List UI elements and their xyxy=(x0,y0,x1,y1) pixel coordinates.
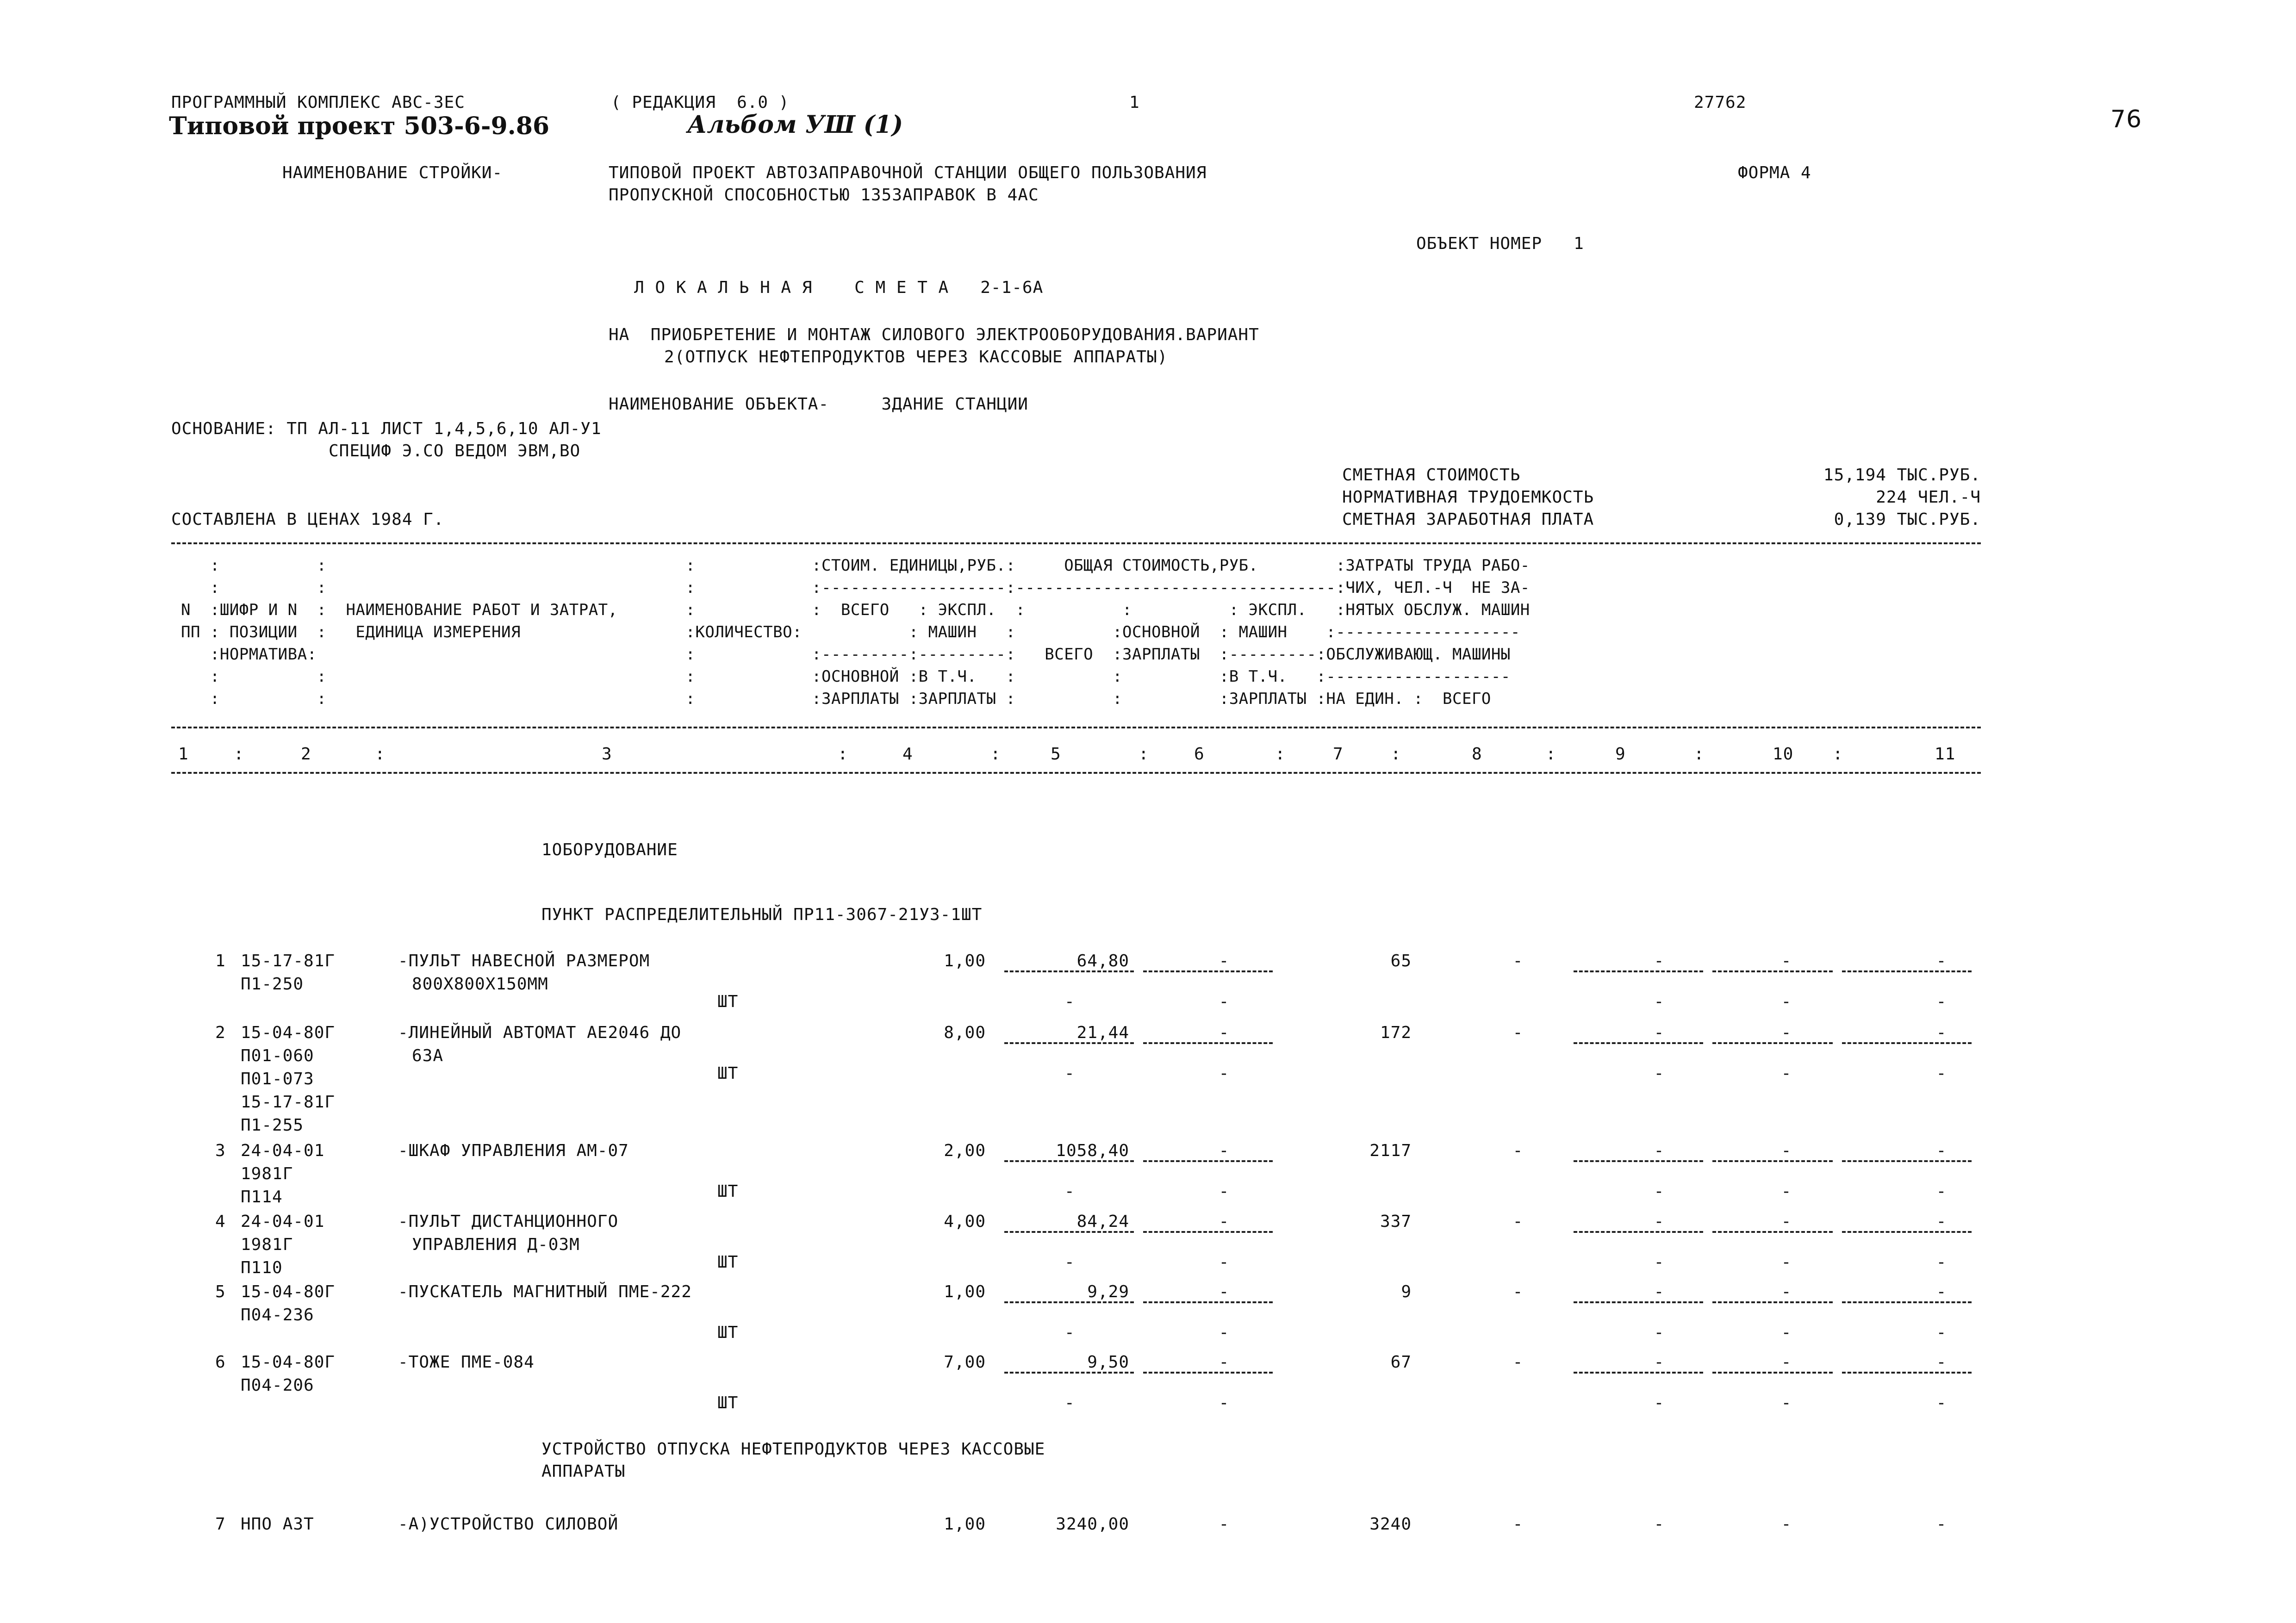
row-code: 15-17-81Г xyxy=(241,951,336,970)
row-name: 800Х800Х150ММ xyxy=(412,975,548,994)
row-name: -ПУЛЬТ НАВЕСНОЙ РАЗМЕРОМ xyxy=(398,951,650,970)
row-unit: ШТ xyxy=(717,1323,739,1342)
row-labor-per-unit: - xyxy=(1781,951,1792,970)
section-equipment: 1ОБОРУДОВАНИЕ xyxy=(541,840,678,859)
column-number: : xyxy=(1833,745,1843,764)
row-total-cost: 3240 xyxy=(1369,1515,1412,1534)
unit-cost-divider xyxy=(1004,1372,1134,1374)
row-labor-per-unit: - xyxy=(1781,1023,1792,1042)
cost-label: СМЕТНАЯ СТОИМОСТЬ xyxy=(1342,466,1521,485)
row-total-machines: - xyxy=(1654,1515,1665,1534)
row-total-wage: - xyxy=(1512,1023,1524,1042)
machines-divider xyxy=(1574,1372,1703,1374)
handwritten-project-code: Типовой проект 503-6-9.86 xyxy=(169,112,550,140)
row-unit-cost: 3240,00 xyxy=(1056,1515,1129,1534)
column-number: : xyxy=(234,745,244,764)
serving-total-value: - xyxy=(1936,1064,1947,1083)
machines-divider xyxy=(1574,970,1703,972)
unit-machine-wage-value: - xyxy=(1219,1253,1230,1272)
row-number: 5 xyxy=(215,1282,226,1301)
machines-divider xyxy=(1574,1042,1703,1044)
unit-machine-wage-value: - xyxy=(1219,1182,1230,1201)
row-name: УПРАВЛЕНИЯ Д-03М xyxy=(412,1235,580,1254)
machine-wage-value: - xyxy=(1654,992,1665,1011)
row-code: НПО АЗТ xyxy=(241,1515,314,1534)
row-unit-machines: - xyxy=(1219,951,1230,970)
row-total-wage: - xyxy=(1512,1353,1524,1372)
row-code: П114 xyxy=(241,1188,283,1206)
object-name: НАИМЕНОВАНИЕ ОБЪЕКТА- ЗДАНИЕ СТАНЦИИ xyxy=(609,395,1028,414)
row-unit: ШТ xyxy=(717,1064,739,1083)
serving-total-value: - xyxy=(1936,1393,1947,1412)
unit-wage-value: - xyxy=(1064,1182,1075,1201)
column-numbers-rule xyxy=(171,772,1981,774)
row-code: 15-04-80Г xyxy=(241,1023,336,1042)
row-code: 1981Г xyxy=(241,1235,293,1254)
column-number: : xyxy=(1275,745,1286,764)
row-number: 6 xyxy=(215,1353,226,1372)
unit-wage-value: - xyxy=(1064,992,1075,1011)
row-unit-machines: - xyxy=(1219,1212,1230,1231)
row-code: П1-255 xyxy=(241,1116,304,1135)
column-number: 11 xyxy=(1935,745,1956,764)
row-quantity: 8,00 xyxy=(944,1023,986,1042)
column-number: 10 xyxy=(1773,745,1794,764)
edition: ( РЕДАКЦИЯ 6.0 ) xyxy=(611,93,790,112)
basis-line1: ОСНОВАНИЕ: ТП АЛ-11 ЛИСТ 1,4,5,6,10 АЛ-У1 xyxy=(171,419,602,438)
machines-divider xyxy=(1574,1160,1703,1162)
table-head-row5: :НОРМАТИВА: : :---------:---------: ВСЕГО :ЗАРПЛАТЫ :---------:ОБСЛУЖИВАЮЩ. МАШИНЫ xyxy=(171,645,1511,664)
table-head-row3: N :ШИФР И N : НАИМЕНОВАНИЕ РАБОТ И ЗАТРАТ, : : ВСЕГО : ЭКСПЛ. : : : ЭКСПЛ. :НЯТЫХ ОБСЛУЖ. МАШИН xyxy=(171,601,1530,619)
row-total-cost: 67 xyxy=(1390,1353,1412,1372)
row-code: 15-04-80Г xyxy=(241,1282,336,1301)
estimate-subject-line2: 2(ОТПУСК НЕФТЕПРОДУКТОВ ЧЕРЕЗ КАССОВЫЕ АППАРАТЫ) xyxy=(664,348,1168,367)
machines-divider xyxy=(1574,1231,1703,1233)
serving-unit-value: - xyxy=(1781,1323,1792,1342)
row-labor-total: - xyxy=(1936,1141,1947,1160)
row-number: 2 xyxy=(215,1023,226,1042)
row-code: 24-04-01 xyxy=(241,1141,325,1160)
row-name: -ПУСКАТЕЛЬ МАГНИТНЫЙ ПМЕ-222 xyxy=(398,1282,692,1301)
row-total-wage: - xyxy=(1512,1515,1524,1534)
row-quantity: 4,00 xyxy=(944,1212,986,1231)
row-unit: ШТ xyxy=(717,1253,739,1272)
row-total-machines: - xyxy=(1654,1141,1665,1160)
column-number: : xyxy=(1139,745,1149,764)
row-quantity: 7,00 xyxy=(944,1353,986,1372)
row-code: 15-17-81Г xyxy=(241,1093,336,1112)
unit-wage-value: - xyxy=(1064,1323,1075,1342)
row-number: 7 xyxy=(215,1515,226,1534)
serving-unit-value: - xyxy=(1781,992,1792,1011)
serving-total-value: - xyxy=(1936,1182,1947,1201)
document-number: 27762 xyxy=(1694,93,1747,112)
row-number: 1 xyxy=(215,951,226,970)
row-total-machines: - xyxy=(1654,951,1665,970)
price-level: СОСТАВЛЕНА В ЦЕНАХ 1984 Г. xyxy=(171,510,444,529)
column-number: : xyxy=(990,745,1001,764)
unit-machine-wage-value: - xyxy=(1219,1393,1230,1412)
labor-unit-divider xyxy=(1712,1042,1833,1044)
row-total-wage: - xyxy=(1512,1282,1524,1301)
row-total-cost: 65 xyxy=(1390,951,1412,970)
table-head-row1: : : : :СТОИМ. ЕДИНИЦЫ,РУБ.: ОБЩАЯ СТОИМОСТЬ,РУБ. :ЗАТРАТЫ ТРУДА РАБО- xyxy=(171,556,1530,575)
column-number: 6 xyxy=(1194,745,1205,764)
labor-unit-divider xyxy=(1712,1372,1833,1374)
unit-machines-divider xyxy=(1143,1301,1273,1303)
row-total-machines: - xyxy=(1654,1282,1665,1301)
row-labor-per-unit: - xyxy=(1781,1282,1792,1301)
program-name: ПРОГРАММНЫЙ КОМПЛЕКС АВС-3ЕС xyxy=(171,93,465,112)
row-labor-total: - xyxy=(1936,1212,1947,1231)
labor-total-divider xyxy=(1842,1160,1972,1162)
wage-label: СМЕТНАЯ ЗАРАБОТНАЯ ПЛАТА xyxy=(1342,510,1594,529)
unit-wage-value: - xyxy=(1064,1253,1075,1272)
row-labor-total: - xyxy=(1936,951,1947,970)
row-unit-cost: 9,50 xyxy=(1087,1353,1129,1372)
labor-unit-divider xyxy=(1712,1231,1833,1233)
object-number: ОБЪЕКТ НОМЕР 1 xyxy=(1416,234,1584,253)
serving-total-value: - xyxy=(1936,1323,1947,1342)
table-head-rule xyxy=(171,727,1981,728)
row-labor-total: - xyxy=(1936,1023,1947,1042)
column-number: 2 xyxy=(301,745,311,764)
row-unit: ШТ xyxy=(717,1182,739,1201)
serving-unit-value: - xyxy=(1781,1064,1792,1083)
machine-wage-value: - xyxy=(1654,1323,1665,1342)
row-code: 15-04-80Г xyxy=(241,1353,336,1372)
row-name: -ПУЛЬТ ДИСТАНЦИОННОГО xyxy=(398,1212,619,1231)
group-distribution-point: ПУНКТ РАСПРЕДЕЛИТЕЛЬНЫЙ ПР11-3067-21У3-1ШТ xyxy=(541,905,983,924)
labor-total-divider xyxy=(1842,1231,1972,1233)
serving-total-value: - xyxy=(1936,1253,1947,1272)
row-code: 24-04-01 xyxy=(241,1212,325,1231)
row-labor-per-unit: - xyxy=(1781,1141,1792,1160)
row-total-wage: - xyxy=(1512,1212,1524,1231)
unit-cost-divider xyxy=(1004,970,1134,972)
cost-value: 15,194 ТЫС.РУБ. xyxy=(1823,466,1981,485)
row-unit-machines: - xyxy=(1219,1515,1230,1534)
row-unit-machines: - xyxy=(1219,1282,1230,1301)
labor-label: НОРМАТИВНАЯ ТРУДОЕМКОСТЬ xyxy=(1342,488,1594,507)
machine-wage-value: - xyxy=(1654,1393,1665,1412)
labor-unit-divider xyxy=(1712,1301,1833,1303)
column-number: 1 xyxy=(178,745,189,764)
unit-cost-divider xyxy=(1004,1301,1134,1303)
row-number: 3 xyxy=(215,1141,226,1160)
form-label: ФОРМА 4 xyxy=(1738,163,1811,182)
unit-machine-wage-value: - xyxy=(1219,992,1230,1011)
row-unit-cost: 64,80 xyxy=(1076,951,1129,970)
row-unit-machines: - xyxy=(1219,1023,1230,1042)
row-total-cost: 9 xyxy=(1401,1282,1412,1301)
column-number: 9 xyxy=(1615,745,1626,764)
sheet-number: 76 xyxy=(2110,106,2142,133)
row-unit: ШТ xyxy=(717,992,739,1011)
row-quantity: 1,00 xyxy=(944,1515,986,1534)
table-top-rule xyxy=(171,542,1981,544)
row-total-machines: - xyxy=(1654,1212,1665,1231)
unit-machines-divider xyxy=(1143,1372,1273,1374)
column-number: 3 xyxy=(602,745,612,764)
row-labor-total: - xyxy=(1936,1282,1947,1301)
site-label: НАИМЕНОВАНИЕ СТРОЙКИ- xyxy=(282,163,503,182)
row-quantity: 1,00 xyxy=(944,1282,986,1301)
column-number: : xyxy=(838,745,848,764)
row-total-cost: 2117 xyxy=(1369,1141,1412,1160)
table-head-row6: : : : :ОСНОВНОЙ :В Т.Ч. : : :В Т.Ч. :------------------- xyxy=(171,667,1511,686)
labor-total-divider xyxy=(1842,1042,1972,1044)
document-title: Л О К А Л Ь Н А Я С М Е Т А 2-1-6А xyxy=(634,278,1044,297)
site-name-line2: ПРОПУСКНОЙ СПОСОБНОСТЬЮ 135ЗАПРАВОК В 4АС xyxy=(609,186,1039,205)
unit-wage-value: - xyxy=(1064,1393,1075,1412)
row-code: 1981Г xyxy=(241,1164,293,1183)
row-labor-total: - xyxy=(1936,1515,1947,1534)
row-total-machines: - xyxy=(1654,1023,1665,1042)
column-number: : xyxy=(1694,745,1705,764)
row-total-wage: - xyxy=(1512,1141,1524,1160)
labor-unit-divider xyxy=(1712,1160,1833,1162)
row-unit-cost: 9,29 xyxy=(1087,1282,1129,1301)
labor-total-divider xyxy=(1842,1372,1972,1374)
handwritten-album: Альбом УШ (1) xyxy=(687,111,903,139)
unit-machines-divider xyxy=(1143,1042,1273,1044)
wage-value: 0,139 ТЫС.РУБ. xyxy=(1834,510,1981,529)
row-name: 63А xyxy=(412,1046,444,1065)
row-unit-cost: 84,24 xyxy=(1076,1212,1129,1231)
row-labor-per-unit: - xyxy=(1781,1212,1792,1231)
row-labor-per-unit: - xyxy=(1781,1515,1792,1534)
row-code: П01-060 xyxy=(241,1046,314,1065)
row-labor-per-unit: - xyxy=(1781,1353,1792,1372)
row-name: -ШКАФ УПРАВЛЕНИЯ АМ-07 xyxy=(398,1141,629,1160)
row-unit-machines: - xyxy=(1219,1141,1230,1160)
table-head-row2: : : : :-------------------:---------------------------------:ЧИХ, ЧЕЛ.-Ч НЕ ЗА- xyxy=(171,578,1530,597)
serving-unit-value: - xyxy=(1781,1182,1792,1201)
row-unit-machines: - xyxy=(1219,1353,1230,1372)
row-unit: ШТ xyxy=(717,1393,739,1412)
column-number: : xyxy=(1391,745,1401,764)
row-labor-total: - xyxy=(1936,1353,1947,1372)
unit-machines-divider xyxy=(1143,1160,1273,1162)
row-code: П110 xyxy=(241,1258,283,1277)
column-number: 8 xyxy=(1472,745,1482,764)
row-number: 4 xyxy=(215,1212,226,1231)
row-unit-cost: 1058,40 xyxy=(1056,1141,1129,1160)
row-total-wage: - xyxy=(1512,951,1524,970)
serving-unit-value: - xyxy=(1781,1253,1792,1272)
column-number: : xyxy=(375,745,386,764)
serving-total-value: - xyxy=(1936,992,1947,1011)
unit-machine-wage-value: - xyxy=(1219,1323,1230,1342)
row-code: П01-073 xyxy=(241,1070,314,1088)
row-name: -ТОЖЕ ПМЕ-084 xyxy=(398,1353,535,1372)
group-cash-dispensing-line1: УСТРОЙСТВО ОТПУСКА НЕФТЕПРОДУКТОВ ЧЕРЕЗ КАССОВЫЕ xyxy=(541,1440,1045,1459)
row-quantity: 1,00 xyxy=(944,951,986,970)
labor-value: 224 ЧЕЛ.-Ч xyxy=(1876,488,1981,507)
row-total-machines: - xyxy=(1654,1353,1665,1372)
row-name: -ЛИНЕЙНЫЙ АВТОМАТ АЕ2046 ДО xyxy=(398,1023,682,1042)
unit-machines-divider xyxy=(1143,970,1273,972)
labor-total-divider xyxy=(1842,970,1972,972)
column-number: 7 xyxy=(1333,745,1344,764)
row-code: П04-206 xyxy=(241,1376,314,1395)
table-head-row7: : : : :ЗАРПЛАТЫ :ЗАРПЛАТЫ : : :ЗАРПЛАТЫ :НА ЕДИН. : ВСЕГО xyxy=(171,690,1491,708)
unit-cost-divider xyxy=(1004,1042,1134,1044)
site-name-line1: ТИПОВОЙ ПРОЕКТ АВТОЗАПРАВОЧНОЙ СТАНЦИИ ОБЩЕГО ПОЛЬЗОВАНИЯ xyxy=(609,163,1207,182)
labor-total-divider xyxy=(1842,1301,1972,1303)
unit-wage-value: - xyxy=(1064,1064,1075,1083)
labor-unit-divider xyxy=(1712,970,1833,972)
unit-machines-divider xyxy=(1143,1231,1273,1233)
group-cash-dispensing-line2: АППАРАТЫ xyxy=(541,1462,626,1481)
row-name: -А)УСТРОЙСТВО СИЛОВОЙ xyxy=(398,1515,619,1534)
row-quantity: 2,00 xyxy=(944,1141,986,1160)
row-total-cost: 337 xyxy=(1380,1212,1412,1231)
machine-wage-value: - xyxy=(1654,1253,1665,1272)
row-total-cost: 172 xyxy=(1380,1023,1412,1042)
unit-cost-divider xyxy=(1004,1160,1134,1162)
row-code: П04-236 xyxy=(241,1306,314,1325)
row-unit-cost: 21,44 xyxy=(1076,1023,1129,1042)
machine-wage-value: - xyxy=(1654,1182,1665,1201)
serving-unit-value: - xyxy=(1781,1393,1792,1412)
estimate-subject-line1: НА ПРИОБРЕТЕНИЕ И МОНТАЖ СИЛОВОГО ЭЛЕКТРООБОРУДОВАНИЯ.ВАРИАНТ xyxy=(609,325,1259,344)
unit-machine-wage-value: - xyxy=(1219,1064,1230,1083)
machine-wage-value: - xyxy=(1654,1064,1665,1083)
row-code: П1-250 xyxy=(241,975,304,994)
table-head-row4: ПП : ПОЗИЦИИ : ЕДИНИЦА ИЗМЕРЕНИЯ :КОЛИЧЕСТВО: : МАШИН : :ОСНОВНОЙ : МАШИН :------------------- xyxy=(171,623,1520,641)
unit-cost-divider xyxy=(1004,1231,1134,1233)
machines-divider xyxy=(1574,1301,1703,1303)
column-number: 5 xyxy=(1051,745,1061,764)
page-number: 1 xyxy=(1129,93,1140,112)
column-number: 4 xyxy=(902,745,913,764)
column-number: : xyxy=(1546,745,1556,764)
basis-line2: СПЕЦИФ Э.СО ВЕДОМ ЭВМ,ВО xyxy=(329,442,581,460)
